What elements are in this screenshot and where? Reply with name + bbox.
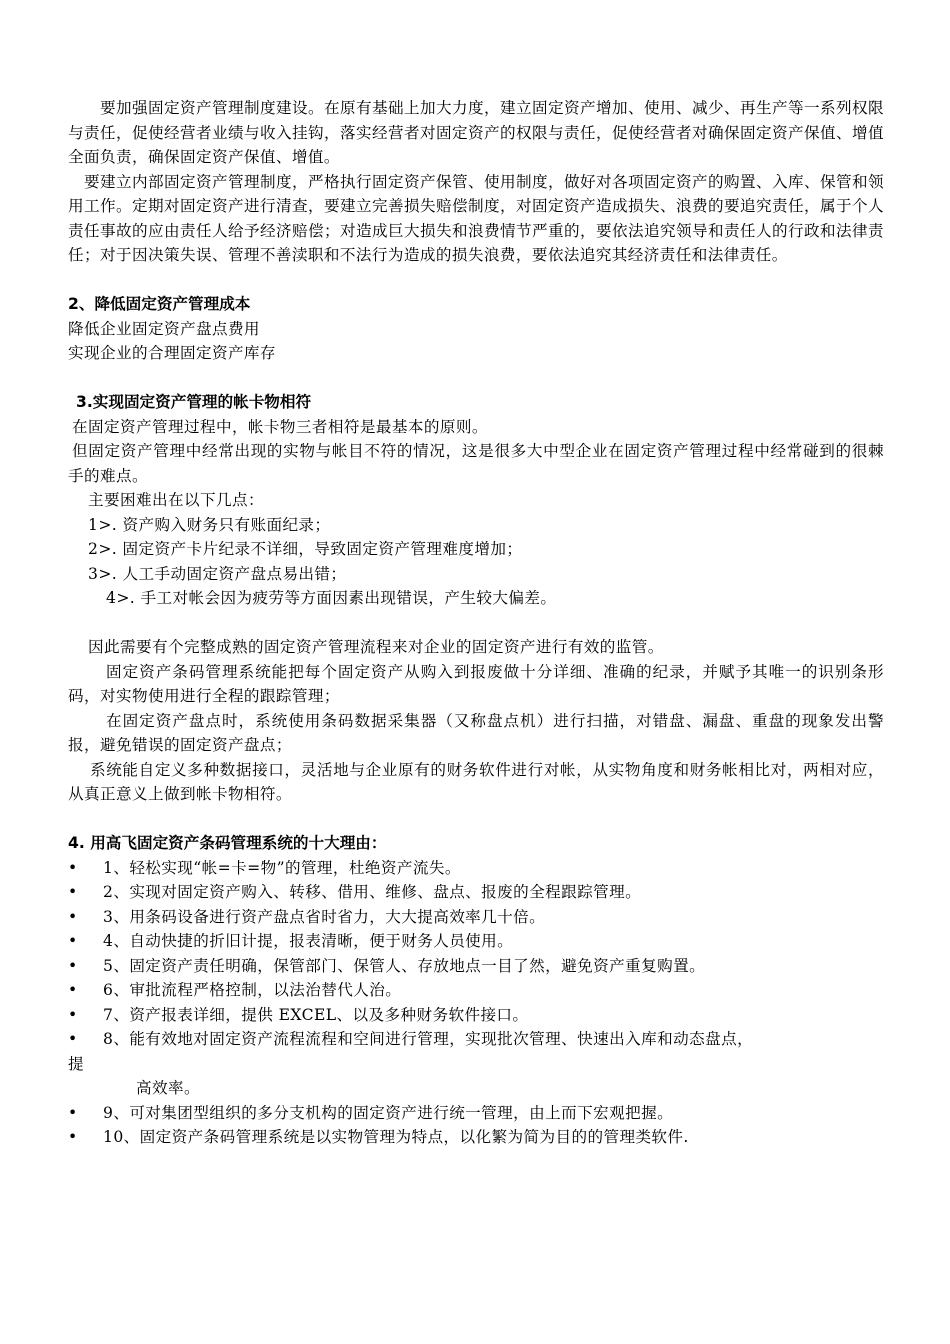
bullet-icon: • xyxy=(68,1030,78,1048)
bullet-icon: • xyxy=(68,1128,78,1146)
section-4-heading: 4. 用高飞固定资产条码管理系统的十大理由： xyxy=(68,834,387,852)
list-item-text: 10、固定资产条码管理系统是以实物管理为特点，以化繁为简为目的的管理类软件. xyxy=(103,1128,689,1146)
list-item xyxy=(68,1101,884,1126)
intro-paragraph-1: 要加强固定资产管理制度建设。在原有基础上加大力度，建立固定资产增加、使用、减少、再生产等一系列权限与责任，促使经营者业绩与收入挂钩，落实经营者对固定资产的权限与责任，促使经营者对确保固定资产保值、增值全面负责，确保固定资产保值、增值。 xyxy=(68,99,884,166)
difficulty-item-3: 3>. 人工手动固定资产盘点易出错； xyxy=(88,564,347,583)
bullet-icon: • xyxy=(68,1103,78,1122)
bullet-icon: • xyxy=(68,1005,78,1024)
section-3-paragraph-a: 因此需要有个完整成熟的固定资产管理流程来对企业的固定资产进行有效的监管。 xyxy=(88,638,664,656)
difficulty-item-4: 4>. 手工对帐会因为疲劳等方面因素出现错误，产生较大偏差。 xyxy=(106,589,557,607)
list-item xyxy=(68,880,884,905)
bullet-icon: • xyxy=(68,858,78,877)
bullet-icon: • xyxy=(68,932,78,950)
list-item-text: 9、可对集团型组织的多分支机构的固定资产进行统一管理，由上而下宏观把握。 xyxy=(103,1103,674,1122)
list-item xyxy=(68,954,884,979)
list-item-continuation: 高效率。 xyxy=(136,1079,200,1097)
bullet-icon: • xyxy=(68,907,78,926)
spacer xyxy=(68,611,884,636)
spacer xyxy=(68,366,884,391)
section-2-line-2: 实现企业的合理固定资产库存 xyxy=(68,344,276,362)
difficulty-item-2: 2>. 固定资产卡片纪录不详细，导致固定资产管理难度增加； xyxy=(88,540,523,558)
list-item-text: 1、轻松实现“帐=卡=物”的管理，杜绝资产流失。 xyxy=(103,858,461,877)
bullet-icon: • xyxy=(68,981,78,999)
list-item xyxy=(68,1003,884,1028)
list-item-text: 3、用条码设备进行资产盘点省时省力，大大提高效率几十倍。 xyxy=(103,907,546,926)
list-item xyxy=(68,1125,884,1150)
spacer xyxy=(68,807,884,832)
intro-paragraph-2: 要建立内部固定资产管理制度，严格执行固定资产保管、使用制度，做好对各项固定资产的购置、入库、保管和领用工作。定期对固定资产进行清查，要建立完善损失赔偿制度，对固定资产造成损失、浪费的要追究责任，属于个人责任事故的应由责任人给予经济赔偿；对造成巨大损失和浪费情节严重的，要依法追究领导和责任人的行政和法律责任；对于因决策失误、管理不善渎职和不法行为造成的损失浪费，要依法追究其经济责任和法律责任。 xyxy=(68,172,884,264)
list-item-text: 6、审批流程严格控制，以法治替代人治。 xyxy=(103,981,402,999)
section-3-paragraph-d: 系统能自定义多种数据接口，灵活地与企业原有的财务软件进行对帐，从实物角度和财务帐相比对，两相对应，从真正意义上做到帐卡物相符。 xyxy=(68,760,884,803)
section-3-line-1: 在固定资产管理过程中，帐卡物三者相符是最基本的原则。 xyxy=(72,417,488,436)
document-body xyxy=(68,96,884,1150)
difficulty-item-1: 1>. 资产购入财务只有账面纪录； xyxy=(88,515,331,534)
section-3-line-2: 但固定资产管理中经常出现的实物与帐目不符的情况，这是很多大中型企业在固定资产管理过程中经常碰到的很棘手的难点。 xyxy=(68,442,884,485)
bullet-icon: • xyxy=(68,883,78,901)
section-3-paragraph-c: 在固定资产盘点时，系统使用条码数据采集器（又称盘点机）进行扫描，对错盘、漏盘、重盘的现象发出警报，避免错误的固定资产盘点； xyxy=(68,711,884,754)
list-item xyxy=(68,856,884,881)
spacer xyxy=(68,268,884,293)
section-2-line-1: 降低企业固定资产盘点费用 xyxy=(68,319,260,338)
bullet-icon: • xyxy=(68,956,78,975)
list-item-text: 8、能有效地对固定资产流程流程和空间进行管理，实现批次管理、快速出入库和动态盘点， xyxy=(103,1030,754,1048)
list-item-text: 4、自动快捷的折旧计提，报表清晰，便于财务人员使用。 xyxy=(103,932,514,950)
list-item-text: 5、固定资产责任明确，保管部门、保管人、存放地点一目了然，避免资产重复购置。 xyxy=(103,956,706,975)
list-item xyxy=(68,929,884,954)
section-3-line-3: 主要困难出在以下几点： xyxy=(88,491,264,509)
list-item-wrap: 提 xyxy=(68,1054,84,1073)
list-item-text: 7、资产报表详细，提供 EXCEL、以及多种财务软件接口。 xyxy=(103,1005,529,1024)
reasons-list xyxy=(68,856,884,1150)
list-item xyxy=(68,905,884,930)
list-item-text: 2、实现对固定资产购入、转移、借用、维修、盘点、报废的全程跟踪管理。 xyxy=(103,883,642,901)
list-item xyxy=(68,1027,884,1052)
section-3-heading: 3.实现固定资产管理的帐卡物相符 xyxy=(76,393,312,411)
list-item xyxy=(68,978,884,1003)
section-3-paragraph-b: 固定资产条码管理系统能把每个固定资产从购入到报废做十分详细、准确的纪录，并赋予其唯一的识别条形码，对实物使用进行全程的跟踪管理； xyxy=(68,662,884,705)
section-2-heading: 2、降低固定资产管理成本 xyxy=(68,295,251,313)
